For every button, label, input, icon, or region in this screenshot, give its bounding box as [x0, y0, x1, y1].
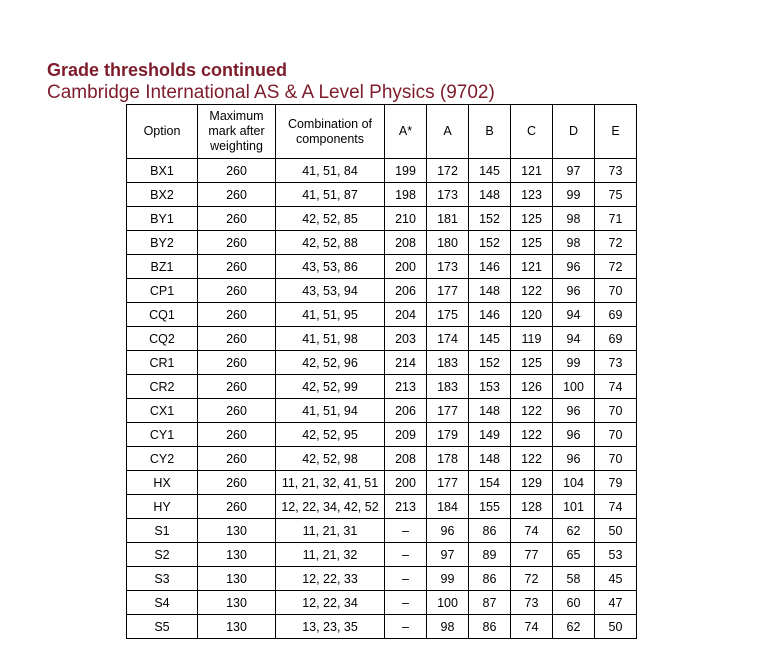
col-header-combination: Combination of components	[276, 105, 385, 159]
table-cell: 213	[385, 495, 427, 519]
table-cell: 97	[553, 159, 595, 183]
table-cell: 174	[427, 327, 469, 351]
table-cell: 178	[427, 447, 469, 471]
table-cell: 260	[198, 183, 276, 207]
table-cell: 50	[595, 519, 637, 543]
table-cell: CR2	[127, 375, 198, 399]
table-cell: 50	[595, 615, 637, 639]
table-cell: 155	[469, 495, 511, 519]
table-cell: 74	[511, 519, 553, 543]
table-cell: 260	[198, 375, 276, 399]
table-cell: 122	[511, 399, 553, 423]
table-cell: 146	[469, 303, 511, 327]
table-cell: S4	[127, 591, 198, 615]
table-cell: 89	[469, 543, 511, 567]
table-cell: S3	[127, 567, 198, 591]
table-cell: 53	[595, 543, 637, 567]
col-header-max-mark: Maximum mark after weighting	[198, 105, 276, 159]
table-cell: 128	[511, 495, 553, 519]
table-cell: 47	[595, 591, 637, 615]
table-cell: 130	[198, 567, 276, 591]
table-cell: CY1	[127, 423, 198, 447]
table-cell: 45	[595, 567, 637, 591]
table-cell: 179	[427, 423, 469, 447]
table-cell: 94	[553, 303, 595, 327]
table-cell: 181	[427, 207, 469, 231]
table-cell: 42, 52, 96	[276, 351, 385, 375]
table-cell: 173	[427, 183, 469, 207]
table-cell: 149	[469, 423, 511, 447]
table-cell: 203	[385, 327, 427, 351]
table-cell: 41, 51, 84	[276, 159, 385, 183]
table-cell: 41, 51, 98	[276, 327, 385, 351]
table-cell: 70	[595, 423, 637, 447]
table-cell: CX1	[127, 399, 198, 423]
col-header-a-star: A*	[385, 105, 427, 159]
table-cell: 74	[511, 615, 553, 639]
table-cell: 65	[553, 543, 595, 567]
table-cell: 208	[385, 447, 427, 471]
grade-thresholds-table	[126, 104, 637, 639]
table-cell: 130	[198, 615, 276, 639]
table-cell: 98	[427, 615, 469, 639]
table-row	[127, 303, 637, 327]
table-cell: 260	[198, 231, 276, 255]
table-cell: S1	[127, 519, 198, 543]
table-cell: 42, 52, 98	[276, 447, 385, 471]
table-cell: 260	[198, 327, 276, 351]
table-cell: 41, 51, 94	[276, 399, 385, 423]
table-cell: 77	[511, 543, 553, 567]
table-cell: 199	[385, 159, 427, 183]
table-cell: 260	[198, 207, 276, 231]
table-cell: 260	[198, 255, 276, 279]
table-cell: 96	[427, 519, 469, 543]
table-cell: CQ1	[127, 303, 198, 327]
table-row	[127, 399, 637, 423]
table-row	[127, 447, 637, 471]
table-cell: 119	[511, 327, 553, 351]
table-cell: 11, 21, 31	[276, 519, 385, 543]
table-cell: 72	[595, 231, 637, 255]
table-cell: 71	[595, 207, 637, 231]
page-subtitle: Cambridge International AS & A Level Physics (9702)	[47, 82, 495, 103]
col-header-b: B	[469, 105, 511, 159]
table-cell: 86	[469, 567, 511, 591]
table-cell: 175	[427, 303, 469, 327]
table-row	[127, 255, 637, 279]
table-cell: 180	[427, 231, 469, 255]
table-cell: 70	[595, 399, 637, 423]
table-cell: 121	[511, 255, 553, 279]
table-cell: 154	[469, 471, 511, 495]
table-cell: 86	[469, 615, 511, 639]
table-cell: –	[385, 591, 427, 615]
table-cell: 200	[385, 471, 427, 495]
table-cell: 69	[595, 303, 637, 327]
page-title: Grade thresholds continued	[47, 60, 288, 80]
table-cell: 70	[595, 279, 637, 303]
table-cell: 99	[553, 183, 595, 207]
table-cell: 200	[385, 255, 427, 279]
table-cell: 79	[595, 471, 637, 495]
table-cell: 173	[427, 255, 469, 279]
table-cell: BY1	[127, 207, 198, 231]
table-cell: 98	[553, 231, 595, 255]
table-cell: 72	[511, 567, 553, 591]
table-cell: 177	[427, 279, 469, 303]
table-cell: 96	[553, 447, 595, 471]
table-cell: 152	[469, 231, 511, 255]
table-cell: S2	[127, 543, 198, 567]
table-cell: 123	[511, 183, 553, 207]
table-row	[127, 207, 637, 231]
table-cell: 60	[553, 591, 595, 615]
table-cell: 126	[511, 375, 553, 399]
table-cell: 130	[198, 519, 276, 543]
table-cell: 260	[198, 303, 276, 327]
table-cell: 97	[427, 543, 469, 567]
table-cell: 62	[553, 615, 595, 639]
table-cell: 42, 52, 99	[276, 375, 385, 399]
table-cell: 122	[511, 447, 553, 471]
table-cell: –	[385, 519, 427, 543]
table-cell: 122	[511, 423, 553, 447]
table-cell: 260	[198, 279, 276, 303]
table-cell: 148	[469, 399, 511, 423]
table-cell: 206	[385, 279, 427, 303]
table-cell: 12, 22, 33	[276, 567, 385, 591]
table-row	[127, 159, 637, 183]
table-cell: 42, 52, 88	[276, 231, 385, 255]
table-cell: CY2	[127, 447, 198, 471]
table-cell: 74	[595, 375, 637, 399]
table-cell: 183	[427, 351, 469, 375]
table-cell: 121	[511, 159, 553, 183]
table-cell: 70	[595, 447, 637, 471]
table-cell: 153	[469, 375, 511, 399]
table-cell: –	[385, 567, 427, 591]
table-cell: 125	[511, 207, 553, 231]
table-cell: HY	[127, 495, 198, 519]
table-cell: 100	[427, 591, 469, 615]
table-cell: BY2	[127, 231, 198, 255]
table-cell: BX1	[127, 159, 198, 183]
table-cell: 148	[469, 183, 511, 207]
table-cell: 172	[427, 159, 469, 183]
table-cell: 43, 53, 86	[276, 255, 385, 279]
table-cell: BZ1	[127, 255, 198, 279]
table-cell: 183	[427, 375, 469, 399]
table-row	[127, 423, 637, 447]
table-cell: 11, 21, 32, 41, 51	[276, 471, 385, 495]
table-cell: 43, 53, 94	[276, 279, 385, 303]
table-cell: 213	[385, 375, 427, 399]
col-header-a: A	[427, 105, 469, 159]
table-cell: 206	[385, 399, 427, 423]
table-cell: CR1	[127, 351, 198, 375]
table-cell: 87	[469, 591, 511, 615]
table-cell: 12, 22, 34	[276, 591, 385, 615]
table-cell: 98	[553, 207, 595, 231]
table-row	[127, 543, 637, 567]
table-cell: –	[385, 615, 427, 639]
table-cell: 72	[595, 255, 637, 279]
table-row	[127, 519, 637, 543]
table-row	[127, 279, 637, 303]
table-cell: CP1	[127, 279, 198, 303]
table-cell: 42, 52, 95	[276, 423, 385, 447]
table-cell: 74	[595, 495, 637, 519]
table-cell: HX	[127, 471, 198, 495]
table-cell: CQ2	[127, 327, 198, 351]
table-cell: 129	[511, 471, 553, 495]
col-header-e: E	[595, 105, 637, 159]
table-cell: 198	[385, 183, 427, 207]
table-cell: 260	[198, 471, 276, 495]
table-cell: 96	[553, 399, 595, 423]
table-cell: 214	[385, 351, 427, 375]
table-row	[127, 495, 637, 519]
table-cell: 101	[553, 495, 595, 519]
col-header-option: Option	[127, 105, 198, 159]
table-cell: BX2	[127, 183, 198, 207]
table-cell: 125	[511, 351, 553, 375]
table-cell: 148	[469, 447, 511, 471]
table-cell: 73	[595, 159, 637, 183]
table-cell: 208	[385, 231, 427, 255]
table-cell: 260	[198, 159, 276, 183]
table-cell: 260	[198, 351, 276, 375]
table-cell: 152	[469, 207, 511, 231]
table-cell: 73	[511, 591, 553, 615]
table-cell: 99	[553, 351, 595, 375]
table-cell: 260	[198, 423, 276, 447]
table-cell: –	[385, 543, 427, 567]
table-cell: 75	[595, 183, 637, 207]
table-cell: 146	[469, 255, 511, 279]
table-cell: 120	[511, 303, 553, 327]
table-row	[127, 375, 637, 399]
table-cell: 11, 21, 32	[276, 543, 385, 567]
table-cell: 13, 23, 35	[276, 615, 385, 639]
table-cell: 96	[553, 279, 595, 303]
table-row	[127, 327, 637, 351]
table-cell: 58	[553, 567, 595, 591]
table-cell: 86	[469, 519, 511, 543]
table-row	[127, 615, 637, 639]
table-cell: 12, 22, 34, 42, 52	[276, 495, 385, 519]
table-cell: 73	[595, 351, 637, 375]
table-cell: 125	[511, 231, 553, 255]
table-cell: 94	[553, 327, 595, 351]
table-cell: 177	[427, 471, 469, 495]
table-cell: 41, 51, 87	[276, 183, 385, 207]
table-cell: 96	[553, 255, 595, 279]
table-cell: 210	[385, 207, 427, 231]
table-row	[127, 183, 637, 207]
table-cell: 41, 51, 95	[276, 303, 385, 327]
table-cell: 204	[385, 303, 427, 327]
table-cell: 145	[469, 327, 511, 351]
table-cell: 148	[469, 279, 511, 303]
table-cell: 99	[427, 567, 469, 591]
table-cell: 152	[469, 351, 511, 375]
table-cell: S5	[127, 615, 198, 639]
table-body	[127, 159, 637, 639]
table-cell: 104	[553, 471, 595, 495]
col-header-d: D	[553, 105, 595, 159]
table-row	[127, 351, 637, 375]
table-cell: 145	[469, 159, 511, 183]
table-cell: 69	[595, 327, 637, 351]
table-cell: 184	[427, 495, 469, 519]
table-cell: 209	[385, 423, 427, 447]
table-cell: 260	[198, 447, 276, 471]
table-row	[127, 567, 637, 591]
table-cell: 260	[198, 399, 276, 423]
table-cell: 62	[553, 519, 595, 543]
table-cell: 177	[427, 399, 469, 423]
col-header-c: C	[511, 105, 553, 159]
table-cell: 96	[553, 423, 595, 447]
table-header-row	[127, 105, 637, 159]
table-cell: 100	[553, 375, 595, 399]
table-cell: 122	[511, 279, 553, 303]
table-cell: 260	[198, 495, 276, 519]
table-row	[127, 231, 637, 255]
table-cell: 130	[198, 591, 276, 615]
table-cell: 130	[198, 543, 276, 567]
table-row	[127, 591, 637, 615]
table-cell: 42, 52, 85	[276, 207, 385, 231]
table-row	[127, 471, 637, 495]
